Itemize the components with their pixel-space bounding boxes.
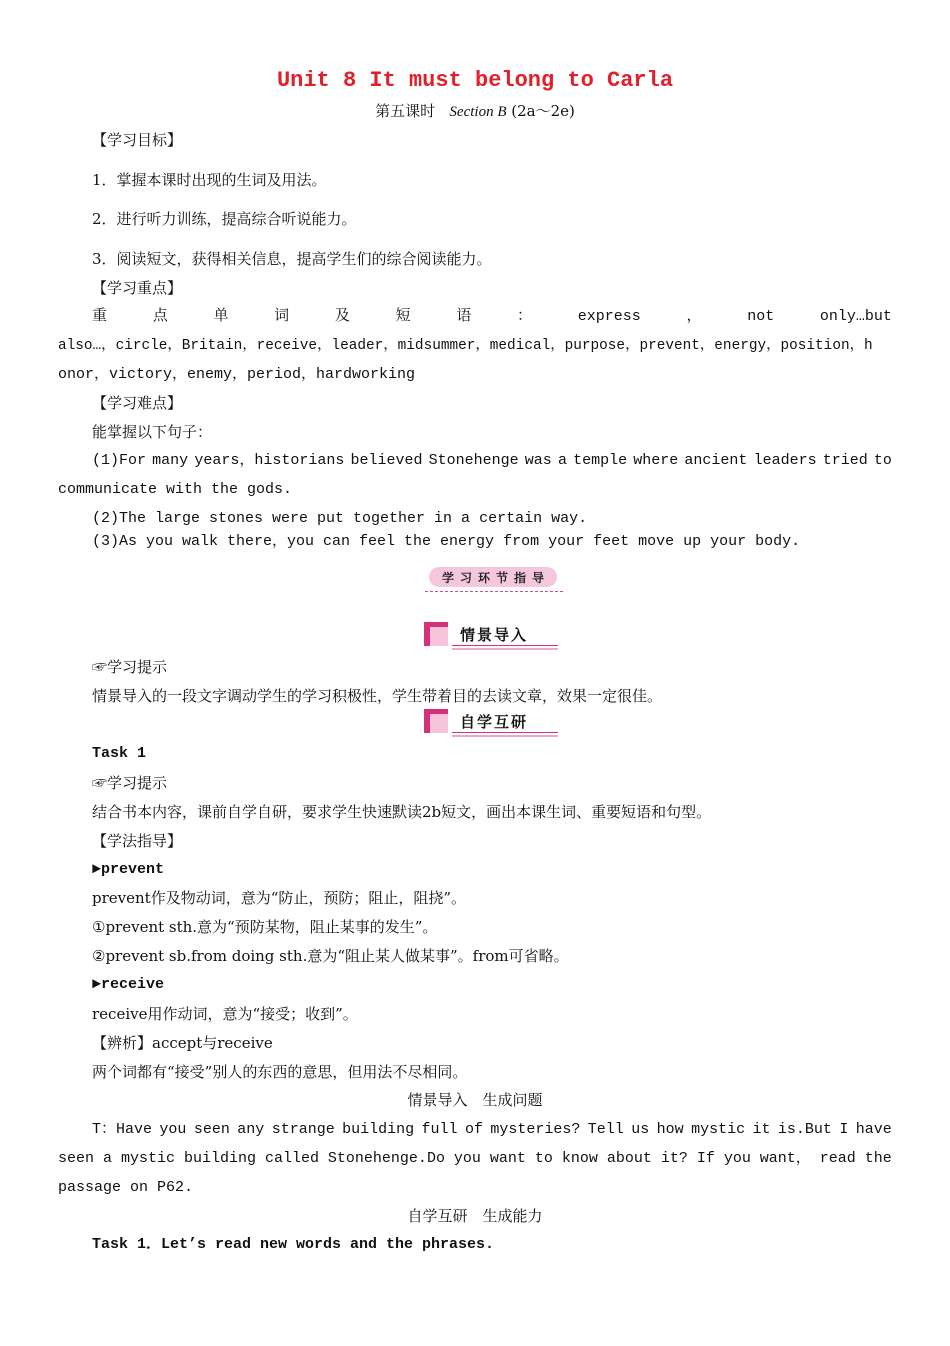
word: know — [561, 1150, 598, 1167]
word: how — [656, 1121, 684, 1138]
intro-badge-label: 情景导入 — [460, 626, 529, 644]
word: a — [557, 452, 567, 469]
word: tried — [822, 452, 868, 469]
receive-definition: receive用作动词，意为“接受；收到”。 — [92, 1005, 358, 1023]
word: leaders — [753, 452, 817, 469]
word: mystic — [120, 1150, 175, 1167]
word: is.But — [777, 1121, 832, 1138]
intro-tip-text: 情景导入的一段文字调动学生的学习积极性，学生带着目的去读文章，效果一定很佳。 — [92, 687, 663, 705]
key-word: 单 — [213, 308, 229, 325]
word: ancient — [684, 452, 748, 469]
word: where — [633, 452, 679, 469]
word: years，historians — [194, 452, 345, 469]
guide-char: 习 — [459, 570, 472, 585]
key-word: ： — [517, 308, 533, 325]
task1-tip-label: ☞学习提示 — [92, 774, 168, 792]
badge-underline-2 — [452, 735, 558, 737]
word: I — [839, 1121, 849, 1138]
word: any — [237, 1121, 265, 1138]
word: mystic — [691, 1121, 746, 1138]
scene-paragraph-line-2 — [58, 1149, 892, 1169]
guide-char: 导 — [532, 570, 545, 585]
word: to — [873, 452, 892, 469]
word: you — [723, 1150, 751, 1167]
word: seen — [58, 1150, 95, 1167]
word: to — [534, 1150, 553, 1167]
prevent-heading: ►prevent — [92, 861, 165, 878]
intro-tip-label: ☞学习提示 — [92, 658, 168, 676]
task1-label: Task 1 — [92, 745, 147, 762]
self-study-section-badge — [424, 709, 560, 737]
word: you — [453, 1150, 481, 1167]
self-study-badge-label: 自学互研 — [460, 713, 529, 731]
lesson-subtitle — [0, 100, 950, 121]
sentence-2: (2)The large stones were put together in a certain way. — [92, 510, 588, 527]
word: believed — [350, 452, 423, 469]
key-word: 语 — [456, 308, 472, 325]
word: full — [421, 1121, 458, 1138]
guide-banner-pill — [429, 567, 557, 587]
key-word: ， — [686, 308, 702, 325]
scene-paragraph-line-1 — [92, 1120, 892, 1140]
word: about — [606, 1150, 652, 1167]
word: a — [102, 1150, 112, 1167]
guide-char: 指 — [514, 570, 527, 585]
word: it — [752, 1121, 771, 1138]
word: want — [489, 1150, 526, 1167]
key-points-line-1 — [92, 307, 892, 327]
badge-underline-2 — [452, 648, 558, 650]
word: the — [864, 1150, 892, 1167]
key-word: express — [577, 308, 641, 325]
word: If — [696, 1150, 715, 1167]
section-range: (2a～2e) — [511, 102, 575, 120]
word: of — [464, 1121, 483, 1138]
badge-underline — [452, 645, 558, 646]
word: strange — [271, 1121, 335, 1138]
key-word: 及 — [334, 308, 350, 325]
lesson-number: 第五课时 — [375, 102, 436, 120]
key-word: 词 — [274, 308, 290, 325]
word: T：Have — [92, 1121, 153, 1138]
key-points-line-3: onor，victory，enemy，period，hardworking — [58, 366, 416, 383]
method-heading: 【学法指导】 — [92, 832, 183, 850]
prevent-definition: prevent作及物动词，意为“防止，预防；阻止，阻挠”。 — [92, 889, 467, 907]
key-word: 重 — [92, 308, 108, 325]
guide-char: 学 — [441, 570, 454, 585]
badge-underline — [452, 732, 558, 733]
objective-3: 3．阅读短文，获得相关信息，提高学生们的综合阅读能力。 — [92, 250, 492, 268]
word: (1)For — [92, 452, 147, 469]
guide-char: 节 — [496, 570, 509, 585]
word: you — [159, 1121, 187, 1138]
word: Stonehenge.Do — [327, 1150, 445, 1167]
word: read — [819, 1150, 856, 1167]
word: many — [152, 452, 189, 469]
guide-char: 环 — [477, 570, 490, 585]
receive-heading: ►receive — [92, 976, 165, 993]
objectives-heading: 【学习目标】 — [92, 131, 183, 149]
difficulties-intro: 能掌握以下句子： — [92, 423, 213, 441]
distinguish-text: 两个词都有“接受”别人的东西的意思，但用法不尽相同。 — [92, 1063, 468, 1081]
key-word: not — [747, 308, 775, 325]
word: have — [855, 1121, 892, 1138]
word: want， — [759, 1150, 811, 1167]
badge-square-inner — [430, 627, 448, 646]
word: building — [342, 1121, 415, 1138]
task1-tip-text: 结合书本内容，课前自学自研，要求学生快速默读2b短文，画出本课生词、重要短语和句型。 — [92, 803, 712, 821]
page-title: Unit 8 It must belong to Carla — [276, 68, 674, 93]
key-points-line-2: also…，circle，Britain，receive，leader，midsummer，medical，purpose，prevent，energy，position，h — [58, 338, 873, 354]
word: Stonehenge — [428, 452, 519, 469]
word: Tell — [587, 1121, 624, 1138]
prevent-usage-2: ②prevent sb.from doing sth.意为“阻止某人做某事”。from可省略。 — [92, 947, 569, 965]
section-name: Section B — [449, 104, 507, 120]
scene-heading: 情景导入 生成问题 — [407, 1091, 543, 1109]
objective-1: 1．掌握本课时出现的生词及用法。 — [92, 171, 327, 189]
word: was — [524, 452, 552, 469]
key-word: 短 — [395, 308, 411, 325]
intro-section-badge — [424, 622, 560, 650]
guide-banner-underline — [425, 591, 563, 592]
key-word: only…but — [819, 308, 892, 325]
distinguish-heading: 【辨析】accept与receive — [92, 1034, 273, 1052]
word: called — [264, 1150, 319, 1167]
self-study-task-line: Task 1．Let’s read new words and the phrases. — [92, 1236, 495, 1253]
prevent-usage-1: ①prevent sth.意为“预防某物，阻止某事的发生”。 — [92, 918, 438, 936]
sentence-3: (3)As you walk there，you can feel the energy from your feet move up your body. — [92, 533, 801, 550]
sentence-1-line-1 — [92, 451, 892, 471]
key-points-heading: 【学习重点】 — [92, 279, 183, 297]
word: building — [183, 1150, 256, 1167]
word: it? — [660, 1150, 688, 1167]
self-study-heading: 自学互研 生成能力 — [407, 1207, 543, 1225]
word: seen — [193, 1121, 230, 1138]
guide-banner — [425, 567, 563, 593]
word: temple — [573, 452, 628, 469]
sentence-1-line-2: communicate with the gods. — [58, 481, 293, 498]
difficulties-heading: 【学习难点】 — [92, 394, 183, 412]
word: mysteries? — [490, 1121, 581, 1138]
key-word: 点 — [152, 308, 168, 325]
word: us — [631, 1121, 650, 1138]
scene-paragraph-line-3: passage on P62. — [58, 1179, 194, 1196]
badge-square-inner — [430, 714, 448, 733]
objective-2: 2．进行听力训练，提高综合听说能力。 — [92, 210, 357, 228]
